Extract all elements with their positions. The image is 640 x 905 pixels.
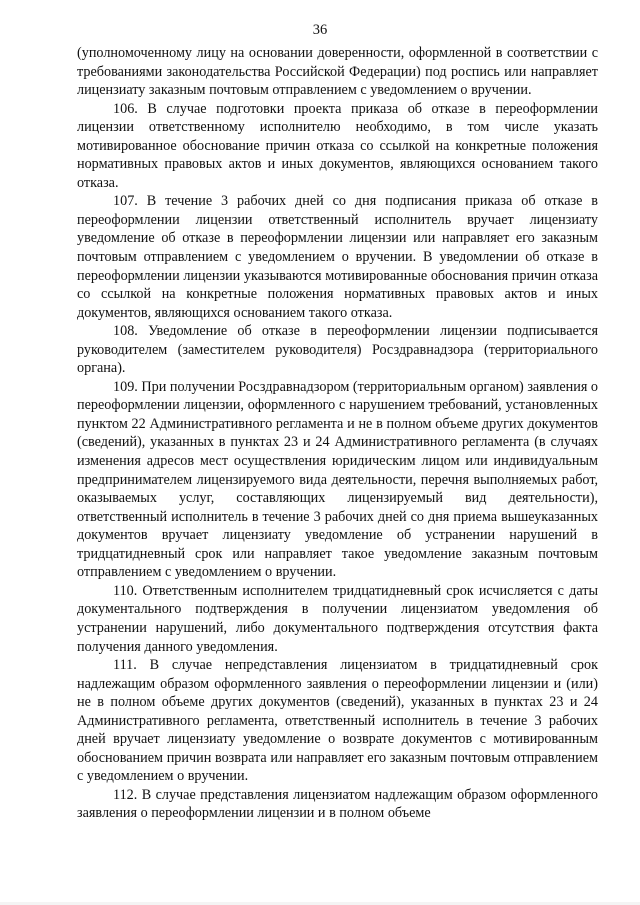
- paragraph-111: 111. В случае непредставления лицензиатом в тридцатидневный срок надлежащим образом оформленного заявления о переоформлении лицензии и (или) не в полном объеме других документов (сведений), указанных в пунктах 23 и 24 Административного регламента, ответственный исполнитель в течение 3 рабочих дней вручает лицензиату уведомление о возврате документов с мотивированным обоснованием причин возврата или направляет его заказным почтовым отправлением с уведомлением о вручении.: [77, 657, 598, 785]
- paragraph-107: 107. В течение 3 рабочих дней со дня подписания приказа об отказе в переоформлении лицензии ответственный исполнитель вручает лицензиату уведомление об отказе в переоформлении лицензии или направляет его заказным почтовым отправлением с уведомлением о вручении. В уведомлении об отказе в переоформлении лицензии указываются мотивированные обоснования причин отказа со ссылкой на конкретные положения нормативных правовых актов и иных документов, являющихся основанием такого отказа.: [77, 193, 598, 321]
- paragraph-108: 108. Уведомление об отказе в переоформлении лицензии подписывается руководителем (заместителем руководителя) Росздравнадзора (территориального органа).: [77, 323, 598, 377]
- paragraph-106: 106. В случае подготовки проекта приказа об отказе в переоформлении лицензии ответственному исполнителю необходимо, в том числе указать мотивированное обоснование причин отказа со ссылкой на конкретные положения нормативных правовых актов и иных документов, являющихся основанием такого отказа.: [77, 100, 598, 191]
- paragraph-109: 109. При получении Росздравнадзором (территориальным органом) заявления о переоформлении лицензии, оформленного с нарушением требований, установленных пунктом 22 Административного регламента и не в полном объеме других документов (сведений), указанных в пунктах 23 и 24 Административного регламента (в случаях изменения адресов мест осуществления юридическим лицом или индивидуальным предпринимателем лицензируемого вида деятельности, перечня выполняемых работ, оказываемых услуг, составляющих лицензируемый вид деятельности), ответственный исполнитель в течение 3 рабочих дней со дня приема вышеуказанных документов вручает лицензиату уведомление об устранении нарушений в тридцатидневный срок или направляет такое уведомление заказным почтовым отправлением с уведомлением о вручении.: [77, 378, 598, 581]
- page-number: 36: [312, 22, 328, 38]
- document-body: [77, 44, 598, 823]
- paragraph-112: 112. В случае представления лицензиатом надлежащим образом оформленного заявления о переоформлении лицензии и в полном объеме: [77, 786, 598, 822]
- paragraph-continued: (уполномоченному лицу на основании доверенности, оформленной в соответствии с требованиями законодательства Российской Федерации) под роспись или направляет лицензиату заказным почтовым отправлением с уведомлением о вручении.: [77, 45, 598, 99]
- paragraph-110: 110. Ответственным исполнителем тридцатидневный срок исчисляется с даты документального подтверждения в получении лицензиатом уведомления об устранении нарушений, либо документального подтверждения отсутствия факта получения данного уведомления.: [77, 582, 598, 655]
